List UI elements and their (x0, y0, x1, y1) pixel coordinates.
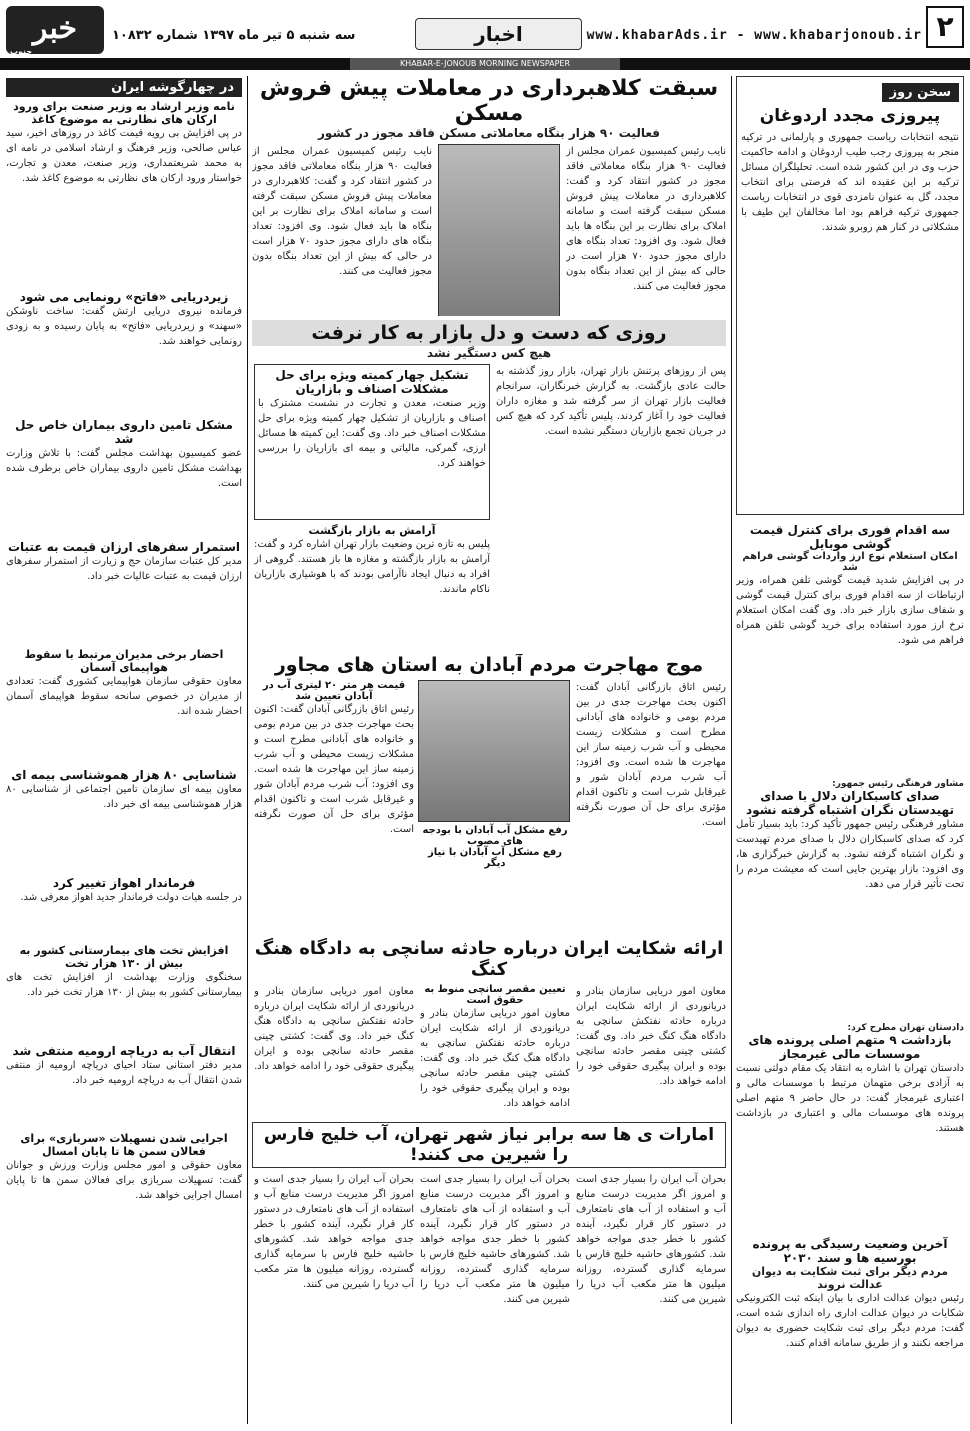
section-label: اخبار (415, 18, 582, 50)
lead-title: سبقت کلاهبرداری در معاملات پیش فروش مسکن (259, 76, 719, 126)
abadan-story (252, 654, 726, 934)
s8-title: افزایش تخت های بیمارستانی کشور به بیش از ۱۳۰ هزار تخت (19, 944, 229, 970)
issue-date: سه شنبه ۵ تیر ماه ۱۳۹۷ شماره ۱۰۸۳۲ (112, 28, 356, 43)
market-box-body: وزیر صنعت، معدن و تجارت در نشست مشترک با اصناف و بازاریان از تشکیل چهار کمیته ویژه برای حل مشکلات اصناف خبر داد. وی گفت: این کمیته ها مسائل ارزی، گمرکی، مالیاتی و بیمه ای بازاریان را بررسی خواهند کرد. (258, 398, 486, 469)
uae-body-2: بحران آب ایران را بسیار جدی است و امروز اگر مدیریت درست منابع آب و استفاده از آب های نامتعارف در دستور کار قرار نگیرد، آینده کشور با خطر جدی مواجه خواهد شد. کشورهای حاشیه خلیج فارس با سرمایه گذاری گسترده، روزانه میلیون ها متر مکعب آب دریا را شیرین می کنند. (420, 1174, 570, 1305)
editorial-title: پیروزی مجدد اردوغان (759, 106, 941, 126)
story-mobile-sub: امکان استعلام نوع ارز واردات گوشی فراهم شد (742, 551, 958, 573)
right-column (736, 76, 964, 1424)
banner-text: KHABAR-E-JONOUB MORNING NEWSPAPER (350, 58, 620, 70)
market-story (252, 320, 726, 650)
uae-body-3: بحران آب ایران را بسیار جدی است و امروز اگر مدیریت درست منابع آب و استفاده از آب های نامتعارف در دستور کار قرار نگیرد، آینده کشور با خطر جدی مواجه خواهد شد. کشورهای حاشیه خلیج فارس با سرمایه گذاری گسترده، روزانه میلیون ها متر مکعب آب دریا را شیرین می کنند. (254, 1174, 414, 1290)
sanchi-story (252, 938, 726, 1118)
s10-body: معاون حقوقی و امور مجلس وزارت ورزش و جوانان گفت: تسهیلات سربازی برای فعالان سمن ها تا پایان امسال اجرایی خواهد شد. (6, 1160, 242, 1201)
story-prosecutor-title: بازداشت ۹ متهم اصلی پرونده های موسسات مالی غیرمجاز (748, 1033, 952, 1061)
logo-sub: جنوب (10, 47, 33, 56)
abadan-photo (418, 680, 570, 822)
market-body: پس از روزهای پرتنش بازار تهران، بازار روز گذشته به حالت عادی بازگشت. به گزارش خبرنگاران، سرانجام فعالیت بازار تهران از سر گرفته شد و مغازه داران فعالیت خود را آغاز کردند. پلیس تأکید کرد که هیچ کس در جریان تجمع بازاریان دستگیر نشده است. (496, 366, 726, 437)
story-court-title: آخرین وضعیت رسیدگی به پرونده بورسیه ها و سند ۲۰۳۰ (752, 1237, 948, 1265)
s4-title: استمرار سفرهای ارزان قیمت به عتبات (7, 540, 241, 554)
s7-title: فرماندار اهواز تغییر کرد (52, 876, 196, 890)
story-mobile-body: در پی افزایش شدید قیمت گوشی تلفن همراه، وزیر ارتباطات از سه اقدام فوری برای کنترل قیمت گوشی و شفاف سازی بازار خبر داد. وی گفت امکان استعلام نرخ ارز مورد استفاده برای خرید گوشی تلفن همراه فراهم می شود. (736, 575, 964, 646)
editorial-tag: سخن روز (882, 83, 959, 102)
masthead (0, 0, 970, 58)
left-tag: در چهارگوشه ایران (6, 78, 242, 97)
s9-title: انتقال آب به دریاچه ارومیه منتفی شد (12, 1044, 236, 1058)
logo-text: خبر (32, 11, 78, 46)
s1-body: در پی افزایش بی رویه قیمت کاغذ در روزهای اخیر، سید عباس صالحی، وزیر فرهنگ و ارشاد اسلامی در نامه ای به محمد شریعتمداری، وزیر صنعت، معدن و تجارت، خواستار ورود ارکان های نظارتی به موضوع کاغذ شد. (6, 128, 242, 184)
abadan-title: موج مهاجرت مردم آبادان به استان های مجاور (274, 654, 704, 676)
lead-body-2: نایب رئیس کمیسیون عمران مجلس از فعالیت ۹۰ هزار بنگاه معاملاتی فاقد مجوز در کشور انتقاد کرد و گفت: کلاهبرداری در معاملات پیش فروش مسکن سبقت گرفته است و سامانه املاک برای نظارت بر این بنگاه ها باید فعال شود. وی افزود: تعداد بنگاه های دارای مجوز حدود ۷۰ هزار است در حالی که بیش از این تعداد بنگاه بدون مجوز فعالیت می کنند. (252, 146, 432, 277)
story-advisor-pre: مشاور فرهنگی رئیس جمهور: (832, 779, 964, 789)
left-column (6, 76, 242, 1424)
lead-sub: فعالیت ۹۰ هزار بنگاه معاملاتی مسکن فاقد مجوز در کشور (318, 126, 660, 140)
s5-body: معاون حقوقی سازمان هواپیمایی کشوری گفت: تعدادی از مدیران در خصوص سانحه سقوط هواپیمای آسمان احضار شده اند. (6, 676, 242, 717)
sanchi-body: معاون امور دریایی سازمان بنادر و دریانوردی از ارائه شکایت ایران درباره حادثه نفتکش سانچی به دادگاه هنگ کنگ خبر داد. وی گفت: کشتی چینی مقصر حادثه سانچی بوده و ایران پیگیری حقوقی خود را ادامه خواهد داد. (576, 986, 726, 1087)
market-calm-title: آرامش به بازار بازگشت (308, 524, 436, 537)
s4-body: مدیر کل عتبات سازمان حج و زیارت از استمرار سفرهای ارزان قیمت به عتبات عالیات خبر داد. (6, 556, 242, 582)
story-court-body: رئیس دیوان عدالت اداری با بیان اینکه ثبت الکترونیکی شکایات در دیوان عدالت اداری راه اندازی شده است، گفت: مردم دیگر برای ثبت شکایت حضوری به دیوان مراجعه نکنند و از طریق سامانه اقدام کنند. (736, 1293, 964, 1349)
sanchi-body-2: معاون امور دریایی سازمان بنادر و دریانوردی از ارائه شکایت ایران درباره حادثه نفتکش سانچی به دادگاه هنگ کنگ خبر داد. وی گفت: کشتی چینی مقصر حادثه سانچی بوده و ایران پیگیری حقوقی خود را ادامه خواهد داد. (420, 1008, 570, 1109)
newspaper-logo (6, 6, 104, 54)
abadan-photo-sub: قیمت هر متر ۲۰ لیتری آب در آبادان تعیین شد (262, 680, 406, 702)
sanchi-title: ارائه شکایت ایران درباره حادثه سانچی به دادگاه هنگ کنگ (254, 938, 724, 980)
uae-body: بحران آب ایران را بسیار جدی است و امروز اگر مدیریت درست منابع آب و استفاده از آب های نامتعارف در دستور کار قرار نگیرد، آینده کشور با خطر جدی مواجه خواهد شد. کشورهای حاشیه خلیج فارس با سرمایه گذاری گسترده، روزانه میلیون ها متر مکعب آب دریا را شیرین می کنند. (576, 1174, 726, 1305)
s1-title: نامه وزیر ارشاد به وزیر صنعت برای ورود ارکان های نظارتی به موضوع کاغذ (13, 100, 235, 126)
s6-body: معاون بیمه ای سازمان تامین اجتماعی از شناسایی ۸۰ هزار هموشناسی بیمه ای خبر داد. (6, 784, 242, 810)
s6-title: شناسایی ۸۰ هزار هموشناسی بیمه ای (11, 768, 237, 782)
s9-body: مدیر دفتر استانی ستاد احیای دریاچه ارومیه از منتفی شدن انتقال آب به دریاچه ارومیه خبر داد. (6, 1060, 242, 1086)
abadan-photo-sub2: رفع مشکل آب آبادان با نیاز دیگر (427, 847, 563, 869)
site-urls[interactable]: www.khabarAds.ir - www.khabarjonoub.ir (586, 28, 922, 43)
story-prosecutor-pre: دادستان تهران مطرح کرد: (847, 1023, 964, 1033)
abadan-body: رئیس اتاق بازرگانی آبادان گفت: اکنون بحث مهاجرت جدی در بین مردم بومی و خانواده های آبادانی مطرح است و مشکلات زیست محیطی و آب شرب زمینه ساز این مهاجرت ها شده است. وی افزود: آب شرب مردم آبادان شور و غیرقابل شرب است و تاکنون اقدام مؤثری برای حل آن صورت نگرفته است. (576, 682, 726, 828)
story-mobile-title: سه اقدام فوری برای کنترل قیمت گوشی موبایل (749, 523, 951, 551)
s3-title: مشکل تامین داروی بیماران خاص حل شد (15, 418, 233, 446)
sanchi-body-3: معاون امور دریایی سازمان بنادر و دریانوردی از ارائه شکایت ایران درباره حادثه نفتکش سانچی به دادگاه هنگ کنگ خبر داد. وی گفت: کشتی چینی مقصر حادثه سانچی بوده و ایران پیگیری حقوقی خود را ادامه خواهد داد. (254, 986, 414, 1072)
sanchi-mid-title: تعیین مقصر سانچی منوط به حقوق است (424, 984, 566, 1006)
page-number: ۲ (926, 6, 964, 48)
abadan-body-2: رئیس اتاق بازرگانی آبادان گفت: اکنون بحث مهاجرت جدی در بین مردم بومی و خانواده های آبادانی مطرح است و مشکلات زیست محیطی و آب شرب زمینه ساز این مهاجرت ها شده است. وی افزود: آب شرب مردم آبادان شور و غیرقابل شرب است و تاکنون اقدام مؤثری برای حل آن صورت نگرفته است. (254, 704, 414, 835)
story-advisor-body: مشاور فرهنگی رئیس جمهور تأکید کرد: باید بسیار تأمل کرد که صدای کاسبکاران دلال با صدای مردم تهیدست و نگران اشتباه گرفته نشود. به گزارش خبرگزاری ها، وی افزود: بازار بهترین جایی است که معیشت مردم را تحت تأثیر قرار می دهد. (736, 819, 964, 890)
story-advisor-title: صدای کاسبکاران دلال با صدای تهیدستان نگران اشتباه گرفته نشود (746, 789, 954, 817)
editorial-body: نتیجه انتخابات ریاست جمهوری و پارلمانی در ترکیه منجر به پیروزی رجب طیب اردوغان و ادامه حاکمیت حزب وی در این کشور شده است. تحلیلگران مسائل ترکیه بر این عقیده اند که فرصتی برای انتخاب مجدد، گل به عنوان نامزدی قوی در انتخابات ریاست جمهوری ترکیه فراهم بود اما مخالفان این طیف با مشکلاتی در کنار هم روبرو شدند. (741, 132, 959, 233)
story-court-sub: مردم دیگر برای ثبت شکایت به دیوان عدالت نروند (751, 1265, 949, 1291)
s2-body: فرمانده نیروی دریایی ارتش گفت: ساخت ناوشکن «سهند» و زیردریایی «فاتح» به پایان رسیده و به زودی رونمایی خواهند شد. (6, 306, 242, 347)
lead-photo (438, 144, 560, 316)
s10-title: اجرایی شدن تسهیلات «سربازی» برای فعالان سمن ها تا پایان امسال (20, 1132, 228, 1158)
uae-story (252, 1122, 726, 1424)
lead-body: نایب رئیس کمیسیون عمران مجلس از فعالیت ۹۰ هزار بنگاه معاملاتی فاقد مجوز در کشور انتقاد کرد و گفت: کلاهبرداری در معاملات پیش فروش مسکن سبقت گرفته است و سامانه املاک برای نظارت بر این بنگاه ها باید فعال شود. وی افزود: تعداد بنگاه های دارای مجوز حدود ۷۰ هزار است در حالی که بیش از این تعداد بنگاه بدون مجوز فعالیت می کنند. (566, 146, 726, 292)
lead-story (252, 76, 726, 316)
uae-title: امارات ی ها سه برابر نیاز شهر تهران، آب خلیج فارس را شیرین می کنند! (263, 1125, 715, 1165)
s2-title: زیردریایی «فاتح» رونمایی می شود (19, 290, 229, 304)
abadan-photo-caption: رفع مشکل آب آبادان با بودجه های مصوب (422, 825, 568, 847)
column-divider-left (247, 76, 248, 1424)
s7-body: در جلسه هیات دولت فرماندار جدید اهواز معرفی شد. (20, 892, 242, 903)
story-prosecutor-body: دادستان تهران با اشاره به انتقاد یک مقام دولتی نسبت به آزادی برخی متهمان مرتبط با موسسات مالی و اعتباری غیرمجاز گفت: در حال حاضر ۹ متهم اصلی پرونده های موسسات مالی و اعتباری در بازداشت هستند. (736, 1063, 964, 1134)
market-calm-body: پلیس به تازه ترین وضعیت بازار تهران اشاره کرد و گفت: آرامش به بازار بازگشته و مغازه ها باز هستند. گروهی از افراد به دنبال ایجاد ناآرامی بودند که با هوشیاری بازاریان ناکام ماندند. (254, 539, 490, 595)
s5-title: احضار برخی مدیران مرتبط با سقوط هواپیمای آسمان (24, 648, 224, 674)
s3-body: عضو کمیسیون بهداشت مجلس گفت: با تلاش وزارت بهداشت مشکل تامین داروی بیماران خاص برطرف شده است. (6, 448, 242, 489)
market-box-title: تشکیل چهار کمیته ویژه برای حل مشکلات اصناف و بازاریان (275, 368, 469, 396)
market-title: روزی که دست و دل بازار به کار نرفت (311, 322, 667, 344)
column-divider (731, 76, 732, 1424)
market-sub: هیچ کس دستگیر نشد (426, 346, 552, 360)
s8-body: سخنگوی وزارت بهداشت از افزایش تخت های بیمارستانی کشور به بیش از ۱۳۰ هزار تخت خبر داد. (6, 972, 242, 998)
